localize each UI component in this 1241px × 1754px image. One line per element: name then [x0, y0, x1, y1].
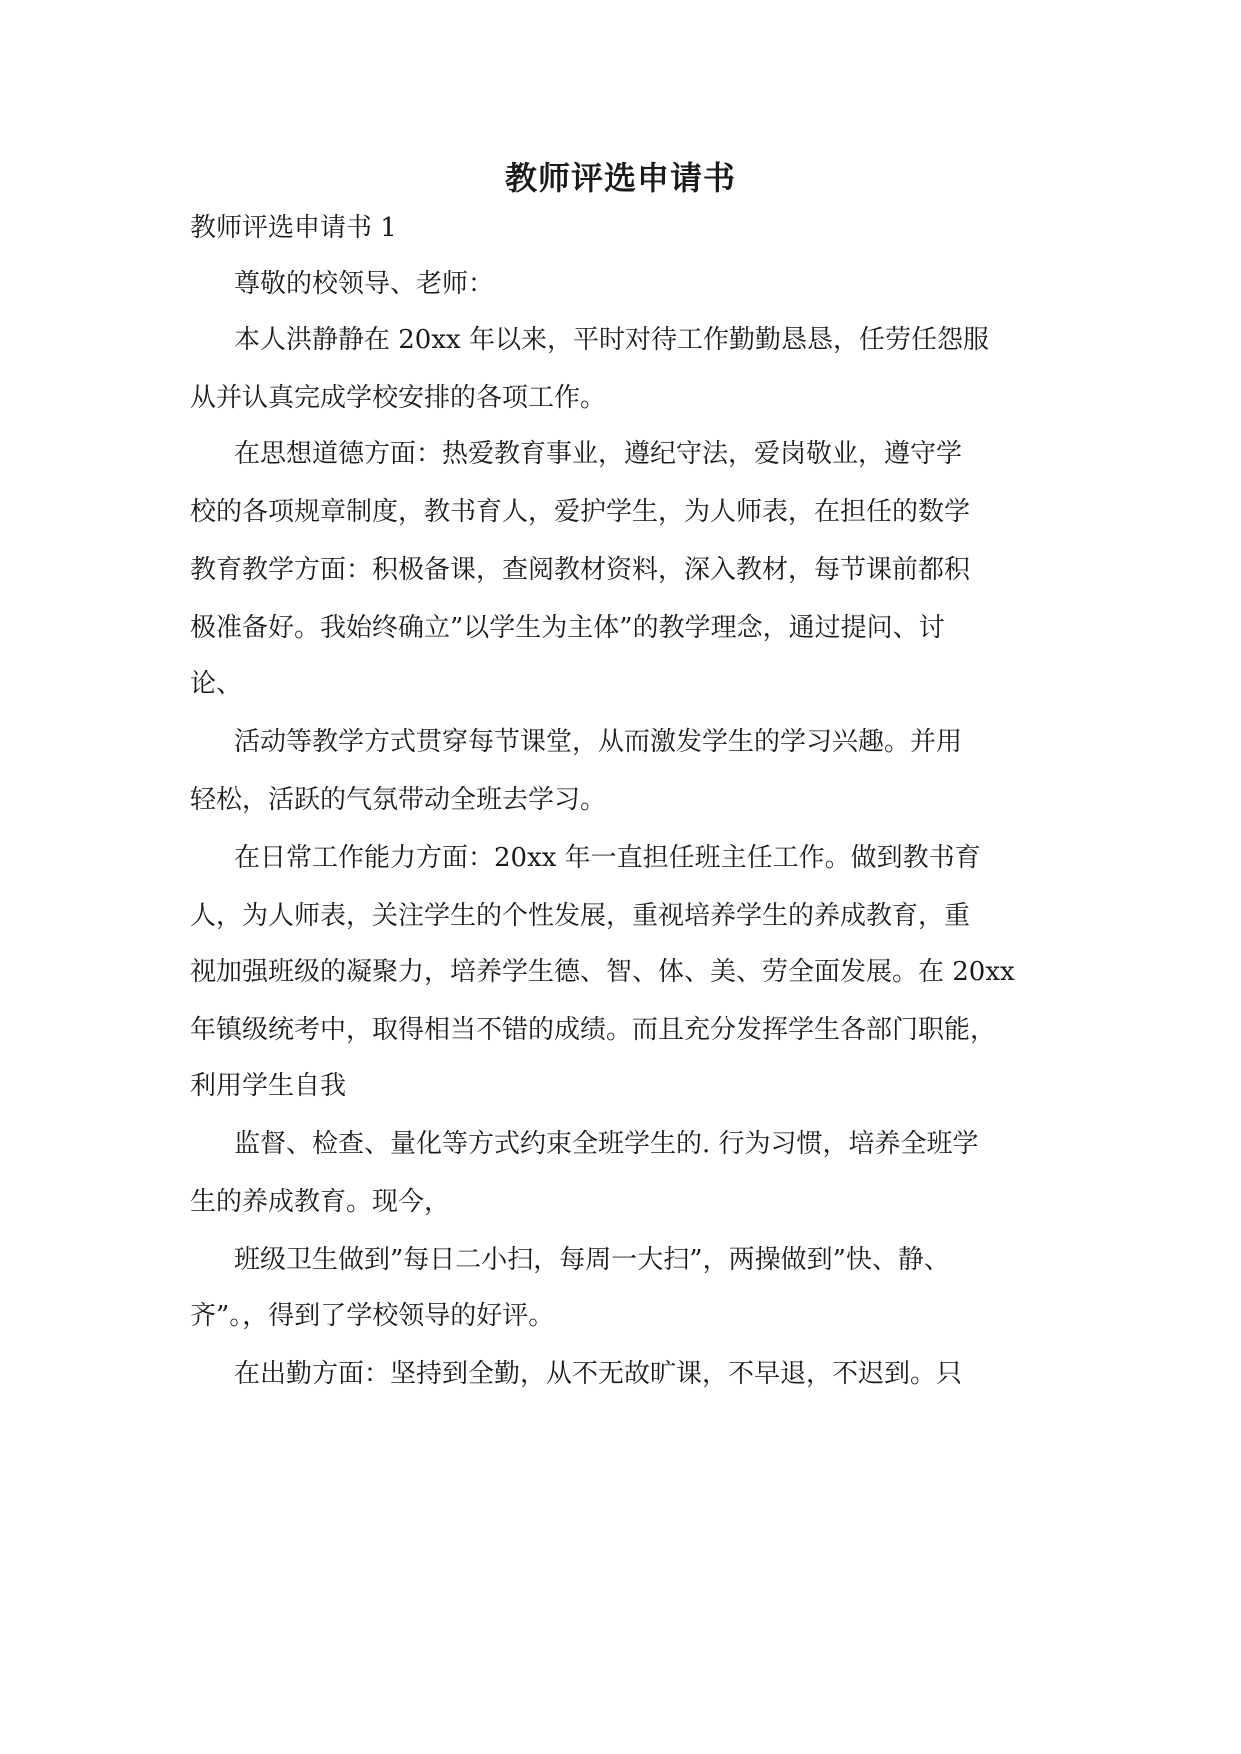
- salutation: 尊敬的校领导、老师：: [234, 269, 495, 299]
- body-line: 在出勤方面：坚持到全勤，从不无故旷课，不早退，不迟到。只: [234, 1359, 963, 1389]
- body-line: 从并认真完成学校安排的各项工作。: [190, 383, 607, 413]
- section-heading: 教师评选申请书 1: [190, 213, 397, 243]
- body-line: 活动等教学方式贯穿每节课堂，从而激发学生的学习兴趣。并用: [234, 727, 963, 757]
- body-line: 论、: [190, 669, 243, 699]
- body-line: 轻松，活跃的气氛带动全班去学习。: [190, 785, 607, 815]
- body-line: 监督、检查、量化等方式约束全班学生的. 行为习惯，培养全班学: [234, 1129, 979, 1159]
- body-line: 年镇级统考中，取得相当不错的成绩。而且充分发挥学生各部门职能，: [190, 1015, 997, 1045]
- body-line: 极准备好。我始终确立”以学生为主体”的教学理念，通过提问、讨: [190, 613, 945, 643]
- body-line: 生的养成教育。现今，: [190, 1187, 451, 1217]
- body-line: 视加强班级的凝聚力，培养学生德、智、体、美、劳全面发展。在 20xx: [190, 957, 1015, 987]
- body-line: 齐”。，得到了学校领导的好评。: [190, 1301, 555, 1331]
- document-title: 教师评选申请书: [504, 159, 736, 197]
- body-line: 本人洪静静在 20xx 年以来，平时对待工作勤勤恳恳，任劳任怨服: [234, 325, 989, 355]
- body-line: 在日常工作能力方面：20xx 年一直担任班主任工作。做到教书育: [234, 843, 981, 873]
- body-line: 利用学生自我: [190, 1071, 347, 1101]
- body-line: 教育教学方面：积极备课，查阅教材资料，深入教材，每节课前都积: [190, 555, 971, 585]
- body-line: 人，为人师表，关注学生的个性发展，重视培养学生的养成教育，重: [190, 901, 971, 931]
- body-line: 班级卫生做到”每日二小扫，每周一大扫”，两操做到”快、静、: [234, 1245, 950, 1275]
- body-line: 在思想道德方面：热爱教育事业，遵纪守法，爱岗敬业，遵守学: [234, 439, 963, 469]
- body-line: 校的各项规章制度，教书育人，爱护学生，为人师表，在担任的数学: [190, 497, 971, 527]
